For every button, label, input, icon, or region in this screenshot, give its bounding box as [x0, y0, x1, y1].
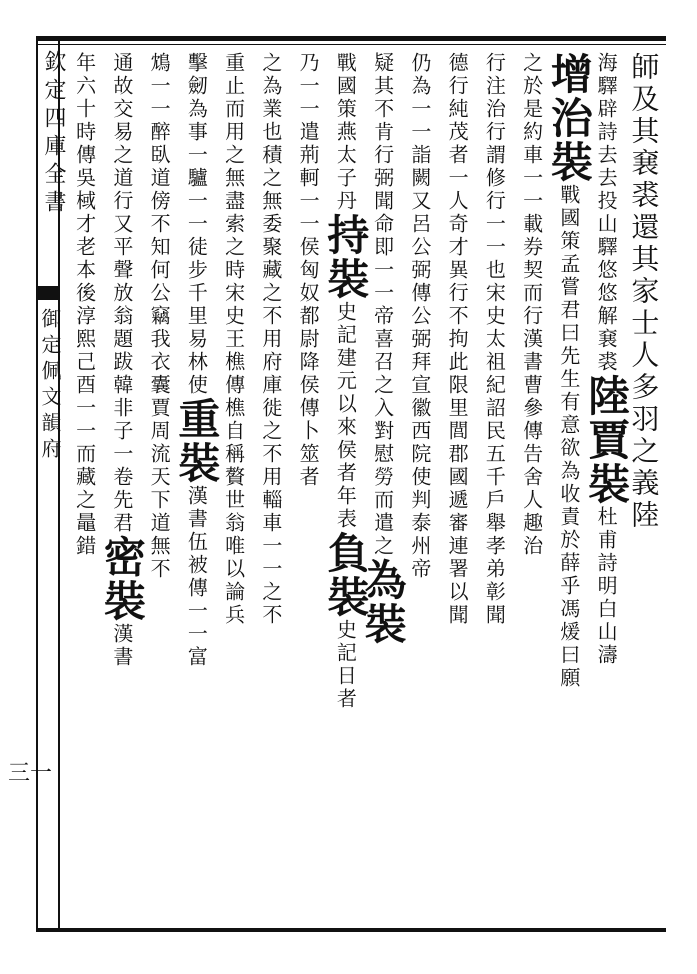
top-border [36, 36, 666, 41]
text-column [254, 52, 288, 924]
text-column [68, 52, 102, 924]
text-segment: 疑其不肯行弼聞命即一一帝喜召之入對慰勞而遣之 [370, 52, 395, 558]
text-column [291, 52, 325, 924]
bottom-border [36, 928, 666, 932]
text-column [142, 52, 176, 924]
text-segment: 年六十時傳吳棫才老本後淳熙己酉一一而藏之 [72, 52, 97, 512]
text-column [544, 52, 594, 924]
top-inner-border [36, 44, 666, 45]
text-segment: 德行純茂者一人奇才異行不拘此限里閭郡國遞審連署以聞 [445, 52, 470, 627]
text-segment: 一一侯匈奴都尉降侯 [296, 190, 321, 397]
text-segment: 史記日者 [333, 619, 358, 711]
text-segment: 師及其㐮裘還其家士人多羽之義陸 [627, 52, 661, 532]
text-column [403, 52, 437, 924]
text-segment: 之為業也積之無委聚藏之不用府庫徙之不用輜車一一之不 [258, 52, 283, 627]
text-column [477, 52, 511, 924]
headword: 增治裝 [544, 52, 594, 184]
text-segment: 漢書 [109, 623, 134, 669]
text-segment: 傳卜筮者 [296, 397, 321, 489]
text-segment: 擊劒為事一驢一一徒步千里易林使 [184, 52, 209, 397]
text-column [358, 52, 408, 924]
headword: 重裝 [172, 397, 222, 485]
text-segment: 行注治行謂修行一一也宋史太祖紀詔民五千戶舉孝弟彰聞 [482, 52, 507, 627]
book-title: 欽定四庫全書 [41, 50, 66, 218]
text-segment: 鼂錯 [72, 512, 97, 558]
text-column [97, 52, 147, 924]
text-column [321, 52, 371, 924]
text-column [515, 52, 549, 924]
text-column [217, 52, 251, 924]
headword: 負裝 [321, 531, 371, 619]
headword: 密裝 [97, 535, 147, 623]
text-segment: 杜甫詩明白山濤 [594, 506, 619, 667]
fishtail-mark [38, 286, 58, 300]
text-segment: 重止而用之無盡索之時宋史王樵傳樵自稱贅世翁唯以論兵 [221, 52, 246, 627]
text-segment: 鴆一一醉臥道傍不知何公竊我衣囊 [147, 52, 172, 397]
text-segment: 戰國策燕太子丹 [333, 52, 358, 213]
headword: 持裝 [321, 213, 371, 301]
headword: 為裝 [358, 558, 408, 646]
text-segment: 乃一一遣荊軻 [296, 52, 321, 190]
text-segment: 通故交易之道行又平聲放翁題跋韓非子一卷先君 [109, 52, 134, 535]
text-segment: 之於是約車一一載券契而行漢書曹參傳告舍人趣治 [519, 52, 544, 558]
text-segment: 史記建元以來侯者年表 [333, 301, 358, 531]
text-column [582, 52, 632, 924]
text-segment: 賈周流天下道無不 [147, 397, 172, 581]
headword: 陸賈裝 [582, 374, 632, 506]
page-number: 三一 [8, 761, 53, 786]
text-column [440, 52, 474, 924]
text-column [626, 52, 660, 924]
text-column [172, 52, 222, 924]
text-segment: 仍為一一詣闕又呂公弼傳公弼拜宣徽西院使判泰州帝 [407, 52, 432, 581]
text-segment: 戰國策孟嘗君曰先生有意欲為收責於薛乎馮煖曰願 [556, 184, 581, 690]
volume-title: 御定佩文韻府 [38, 308, 62, 464]
text-segment: 漢書伍被傳一一富 [184, 485, 209, 669]
text-segment: 海驛辟詩去去投山驛悠悠解㐮裘 [594, 52, 619, 374]
